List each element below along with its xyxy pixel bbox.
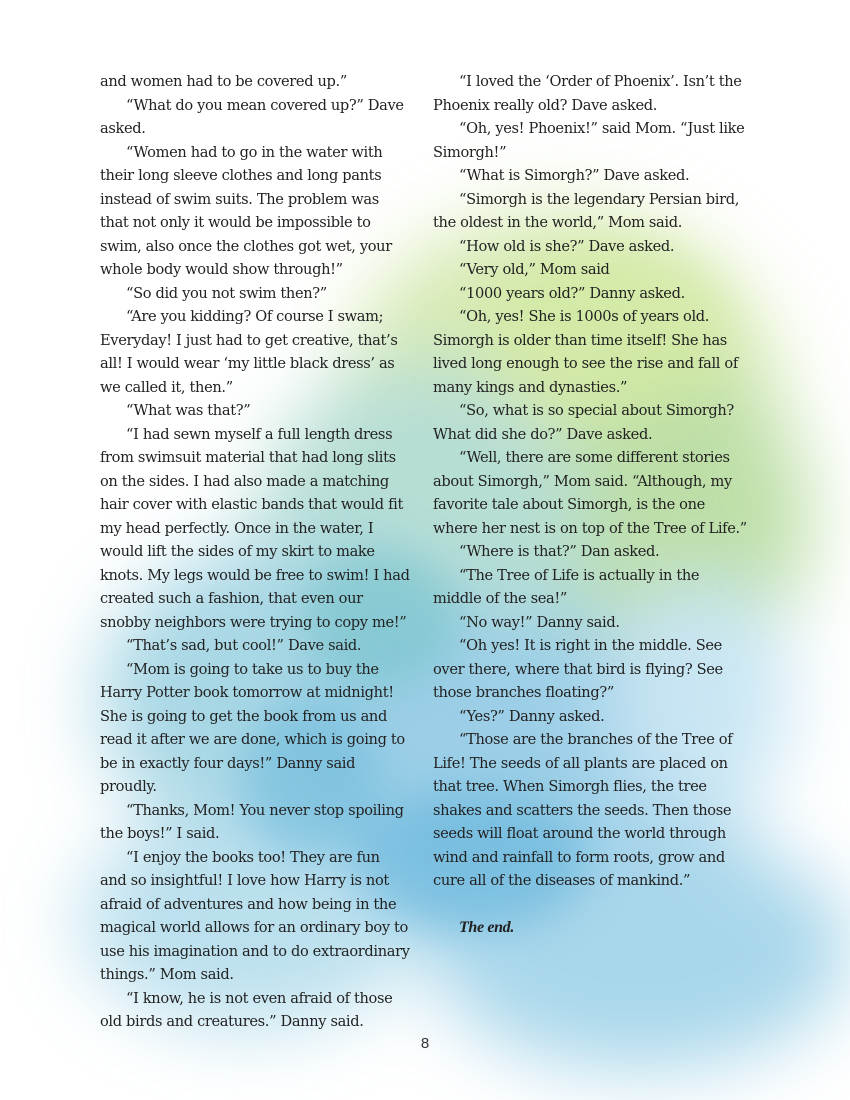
paragraph: “No way!” Danny said. <box>459 613 620 631</box>
page-number: 8 <box>420 1035 430 1052</box>
paragraph: “What was that?” <box>126 402 251 419</box>
paragraph: “Simorgh is the legendary Persian bird, the oldest in the world,” Mom said. <box>433 190 740 231</box>
paragraph: “Where is that?” Dan asked. <box>459 543 660 560</box>
paragraph: “I enjoy the books too! They are fun and so insightful! I love how Harry is not afraid of adventures and how being in the magical world allows for an ordinary boy to use his imagination and to do extraordinary things.” Mom said. <box>100 848 410 983</box>
right-column <box>433 70 751 939</box>
paragraph: “Oh, yes! Phoenix!” said Mom. “Just like Simorgh!” <box>433 120 745 161</box>
paragraph: “Women had to go in the water with their long sleeve clothes and long pants instead of swim suits. The problem was that not only it would be impossible to swim, also once the clothes got wet, your whole body would show through!” <box>100 143 392 278</box>
the-end <box>433 916 751 940</box>
paragraph: “I loved the ‘Order of Phoenix’. Isn’t the Phoenix really old? Dave asked. <box>433 73 742 114</box>
paragraph: “Yes?” Danny asked. <box>459 707 605 725</box>
paragraph: “Those are the branches of the Tree of Life! The seeds of all plants are placed on that tree. When Simorgh flies, the tree shakes and scatters the seeds. Then those seeds will float around the world through wind and rainfall to form roots, grow and cure all of the diseases of mankind.” <box>433 731 733 889</box>
paragraph: “1000 years old?” Danny asked. <box>459 284 685 302</box>
paragraph: “Well, there are some different stories about Simorgh,” Mom said. “Although, my favorite tale about Simorgh, is the one where her nest is on top of the Tree of Life.” <box>433 449 747 537</box>
paragraph: “Oh, yes! She is 1000s of years old. Simorgh is older than time itself! She has lived long enough to see the rise and fall of many kings and dynasties.” <box>433 308 738 396</box>
paragraph: “Oh yes! It is right in the middle. See over there, where that bird is flying? See those branches floating?” <box>433 637 723 701</box>
paragraph: “How old is she?” Dave asked. <box>459 237 675 255</box>
left-column <box>100 70 410 1034</box>
paragraph: and women had to be covered up.” <box>100 73 347 90</box>
paragraph: “Very old,” Mom said <box>459 261 610 278</box>
paragraph: “What is Simorgh?” Dave asked. <box>459 167 690 184</box>
paragraph: “That’s sad, but cool!” Dave said. <box>126 637 362 654</box>
the-end-text: The end. <box>459 918 514 936</box>
paragraph: “I had sewn myself a full length dress from swimsuit material that had long slits on the sides. I had also made a matching hair cover with elastic bands that would fit my head perfectly. Once in the water, I would lift the sides of my skirt to make knots. My legs would be free to swim! I had created such a fashion, that even our snobby neighbors were trying to copy me!” <box>100 425 410 631</box>
paragraph: “What do you mean covered up?” Dave asked. <box>100 96 404 137</box>
paragraph: “I know, he is not even afraid of those old birds and creatures.” Danny said. <box>100 989 393 1030</box>
paragraph: “So, what is so special about Simorgh? What did she do?” Dave asked. <box>433 402 734 443</box>
paragraph: “The Tree of Life is actually in the middle of the sea!” <box>433 566 700 607</box>
paragraph: “Are you kidding? Of course I swam; Everyday! I just had to get creative, that’s all! I would wear ‘my little black dress’ as we called it, then.” <box>100 308 398 396</box>
paragraph: “Mom is going to take us to buy the Harry Potter book tomorrow at midnight! She is going to get the book from us and read it after we are done, which is going to be in exactly four days!” Danny said proudly. <box>100 660 405 795</box>
paragraph: “So did you not swim then?” <box>126 284 327 302</box>
paragraph: “Thanks, Mom! You never stop spoiling the boys!” I said. <box>100 801 404 842</box>
